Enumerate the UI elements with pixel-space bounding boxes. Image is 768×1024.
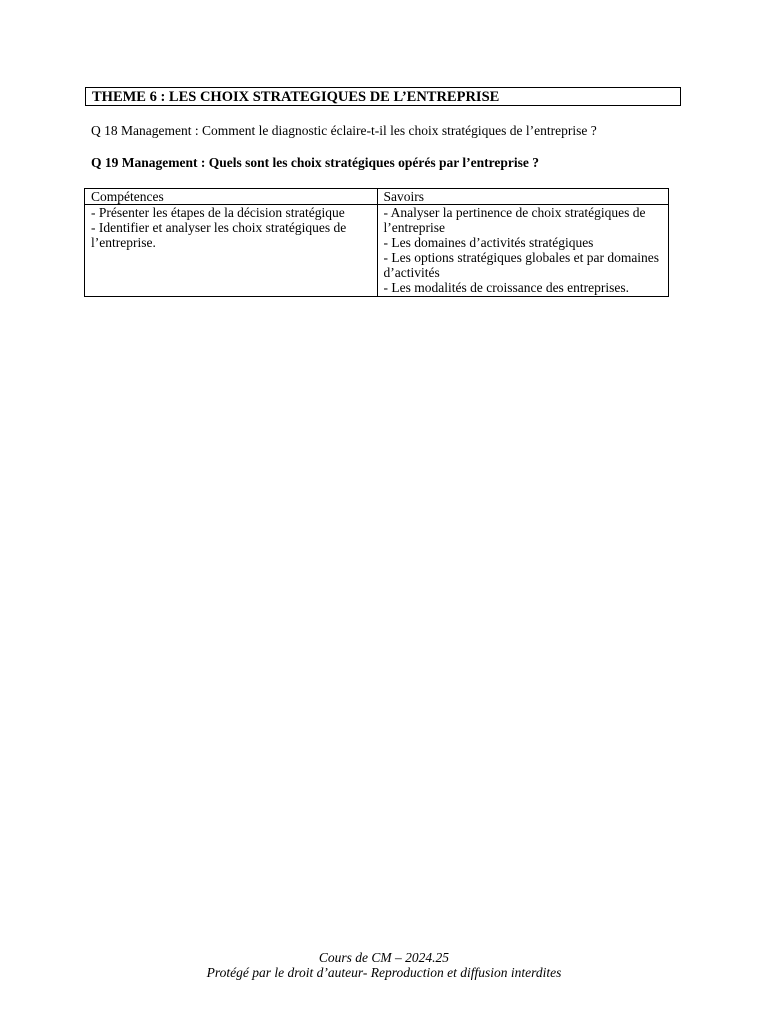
savoir-item: - Les domaines d’activités stratégiques [383,235,594,250]
table-row [85,205,669,297]
savoir-item: - Les options stratégiques globales et par domaines d’activités [383,250,660,280]
savoir-item: - Les modalités de croissance des entreprises. [383,280,630,295]
savoirs-cell [377,205,669,297]
question-19: Q 19 Management : Quels sont les choix stratégiques opérés par l’entreprise ? [91,155,539,170]
savoir-item: - Analyser la pertinence de choix stratégiques de l’entreprise [383,205,646,235]
competence-item: - Présenter les étapes de la décision stratégique [91,205,345,220]
header-savoirs: Savoirs [377,189,669,205]
footer-copyright: Protégé par le droit d’auteur- Reproduction et diffusion interdites [206,965,562,980]
table-header-row [85,189,669,205]
competences-cell [85,205,378,297]
header-competences: Compétences [85,189,378,205]
competence-item: - Identifier et analyser les choix stratégiques de l’entreprise. [91,220,347,250]
skills-table [84,188,669,297]
theme-title: THEME 6 : LES CHOIX STRATEGIQUES DE L’ENTREPRISE [85,87,681,106]
question-18: Q 18 Management : Comment le diagnostic éclaire-t-il les choix stratégiques de l’entreprise ? [91,123,597,138]
footer-course: Cours de CM – 2024.25 [318,950,450,965]
